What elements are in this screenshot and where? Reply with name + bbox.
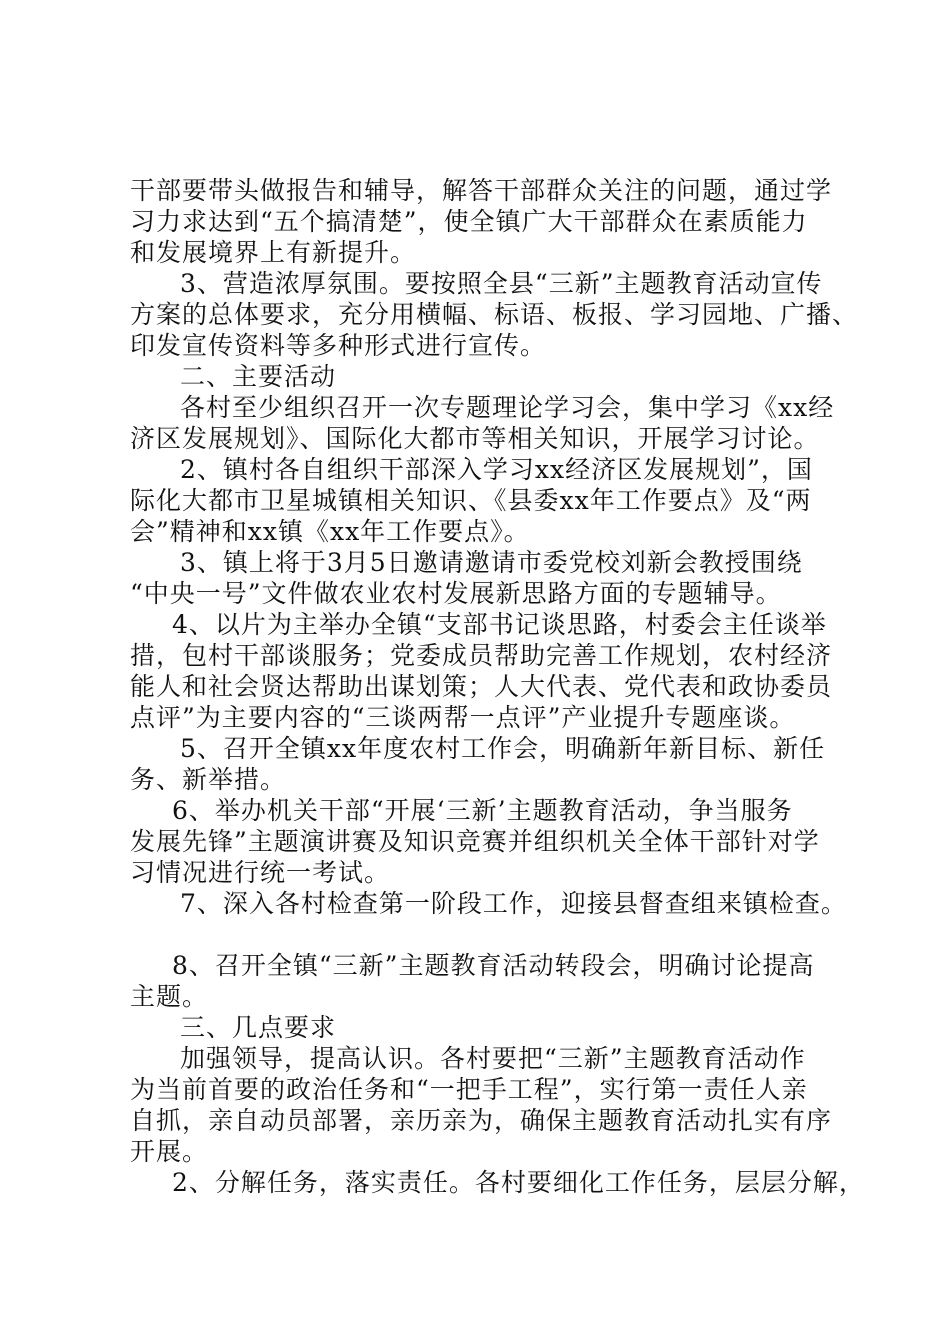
text-line: 2、镇村各自组织干部深入学习xx经济区发展规划”，国 — [180, 455, 813, 484]
text-line: 济区发展规划》、国际化大都市等相关知识，开展学习讨论。 — [130, 424, 820, 453]
section-heading: 三、几点要求 — [180, 1013, 337, 1042]
text-line: 自抓，亲自动员部署，亲历亲为，确保主题教育活动扎实有序 — [130, 1106, 833, 1135]
text-line: 3、营造浓厚氛围。要按照全县“三新”主题教育活动宣传 — [180, 269, 823, 298]
text-line: 各村至少组织召开一次专题理论学习会，集中学习《xx经 — [180, 393, 835, 422]
text-line: 2、分解任务，落实责任。各村要细化工作任务，层层分解， — [172, 1168, 865, 1197]
text-line: 习力求达到“五个搞清楚”，使全镇广大干部群众在素质能力 — [130, 207, 808, 236]
text-line: 点评”为主要内容的“三谈两帮一点评”产业提升专题座谈。 — [130, 703, 796, 732]
text-line: “中央一号”文件做农业农村发展新思路方面的专题辅导。 — [130, 579, 782, 608]
text-line: 8、召开全镇“三新”主题教育活动转段会，明确讨论提高 — [172, 951, 815, 980]
text-line: 措，包村干部谈服务；党委成员帮助完善工作规划，农村经济 — [130, 641, 833, 670]
text-line: 发展先锋”主题演讲赛及知识竞赛并组织机关全体干部针对学 — [130, 827, 820, 856]
section-heading: 二、主要活动 — [180, 362, 337, 391]
text-line: 7、深入各村检查第一阶段工作，迎接县督查组来镇检查。 — [180, 889, 847, 918]
text-line: 会”精神和xx镇《xx年工作要点》。 — [130, 517, 530, 546]
text-line: 印发宣传资料等多种形式进行宣传。 — [130, 331, 547, 360]
text-line: 3、镇上将于3月5日邀请邀请市委党校刘新会教授围绕 — [180, 548, 803, 577]
text-line: 际化大都市卫星城镇相关知识、《县委xx年工作要点》及“两 — [130, 486, 812, 515]
text-line: 4、以片为主举办全镇“支部书记谈思路，村委会主任谈举 — [172, 610, 827, 639]
text-line: 开展。 — [130, 1137, 209, 1166]
text-line: 务、新举措。 — [130, 765, 287, 794]
text-line: 方案的总体要求，充分用横幅、标语、板报、学习园地、广播、 — [130, 300, 859, 329]
text-line: 为当前首要的政治任务和“一把手工程”，实行第一责任人亲 — [130, 1075, 808, 1104]
text-line: 和发展境界上有新提升。 — [130, 238, 417, 267]
text-line: 习情况进行统一考试。 — [130, 858, 391, 887]
text-line: 能人和社会贤达帮助出谋划策；人大代表、党代表和政协委员 — [130, 672, 833, 701]
text-line: 5、召开全镇xx年度农村工作会，明确新年新目标、新任 — [180, 734, 826, 763]
text-line: 主题。 — [130, 982, 209, 1011]
text-line: 干部要带头做报告和辅导，解答干部群众关注的问题，通过学 — [130, 176, 833, 205]
text-line: 6、举办机关干部“开展‘三新’主题教育活动，争当服务 — [172, 796, 793, 825]
text-line: 加强领导，提高认识。各村要把“三新”主题教育活动作 — [180, 1044, 806, 1073]
